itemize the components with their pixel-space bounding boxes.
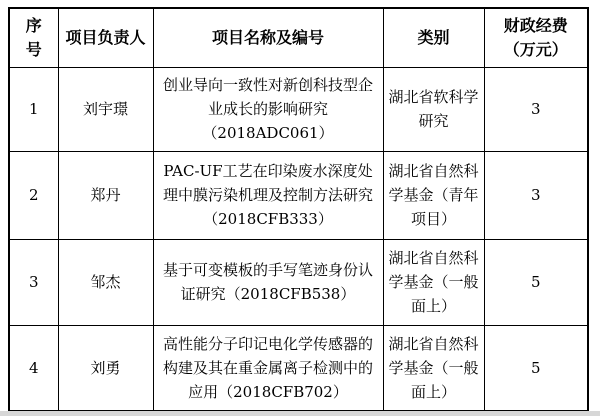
header-cell-no [9, 8, 58, 67]
cell-category: 湖北省软科学研究 [383, 67, 484, 151]
cell-funding: 5 [484, 325, 588, 411]
funding-table [8, 7, 589, 412]
table-row [9, 151, 588, 239]
cell-funding: 3 [484, 151, 588, 239]
cell-no: 2 [9, 151, 58, 239]
cell-category: 湖北省自然科学基金（一般面上） [383, 239, 484, 325]
cell-leader: 刘宇璟 [58, 67, 153, 151]
cell-no: 1 [9, 67, 58, 151]
header-no-label: 序号 [25, 15, 42, 59]
header-row [9, 8, 588, 67]
cell-category: 湖北省自然科学基金（一般面上） [383, 325, 484, 411]
cell-leader: 郑丹 [58, 151, 153, 239]
cell-category: 湖北省自然科学基金（青年项目） [383, 151, 484, 239]
cell-project: 基于可变模板的手写笔迹身份认证研究（2018CFB538） [153, 239, 383, 325]
header-cell-category: 类别 [383, 8, 484, 67]
cell-project: PAC-UF工艺在印染废水深度处理中膜污染机理及控制方法研究（2018CFB333） [153, 151, 383, 239]
header-cell-leader: 项目负责人 [58, 8, 153, 67]
cell-leader: 邹杰 [58, 239, 153, 325]
cell-project: 高性能分子印记电化学传感器的构建及其在重金属离子检测中的应用（2018CFB702） [153, 325, 383, 411]
header-cell-project: 项目名称及编号 [153, 8, 383, 67]
table-row [9, 325, 588, 411]
header-cell-funding: 财政经费（万元） [484, 8, 588, 67]
cell-funding: 5 [484, 239, 588, 325]
cell-no: 3 [9, 239, 58, 325]
page-bottom-edge [0, 411, 600, 416]
cell-leader: 刘勇 [58, 325, 153, 411]
cell-no: 4 [9, 325, 58, 411]
cell-funding: 3 [484, 67, 588, 151]
cell-project: 创业导向一致性对新创科技型企业成长的影响研究（2018ADC061） [153, 67, 383, 151]
table-row [9, 67, 588, 151]
table-row [9, 239, 588, 325]
